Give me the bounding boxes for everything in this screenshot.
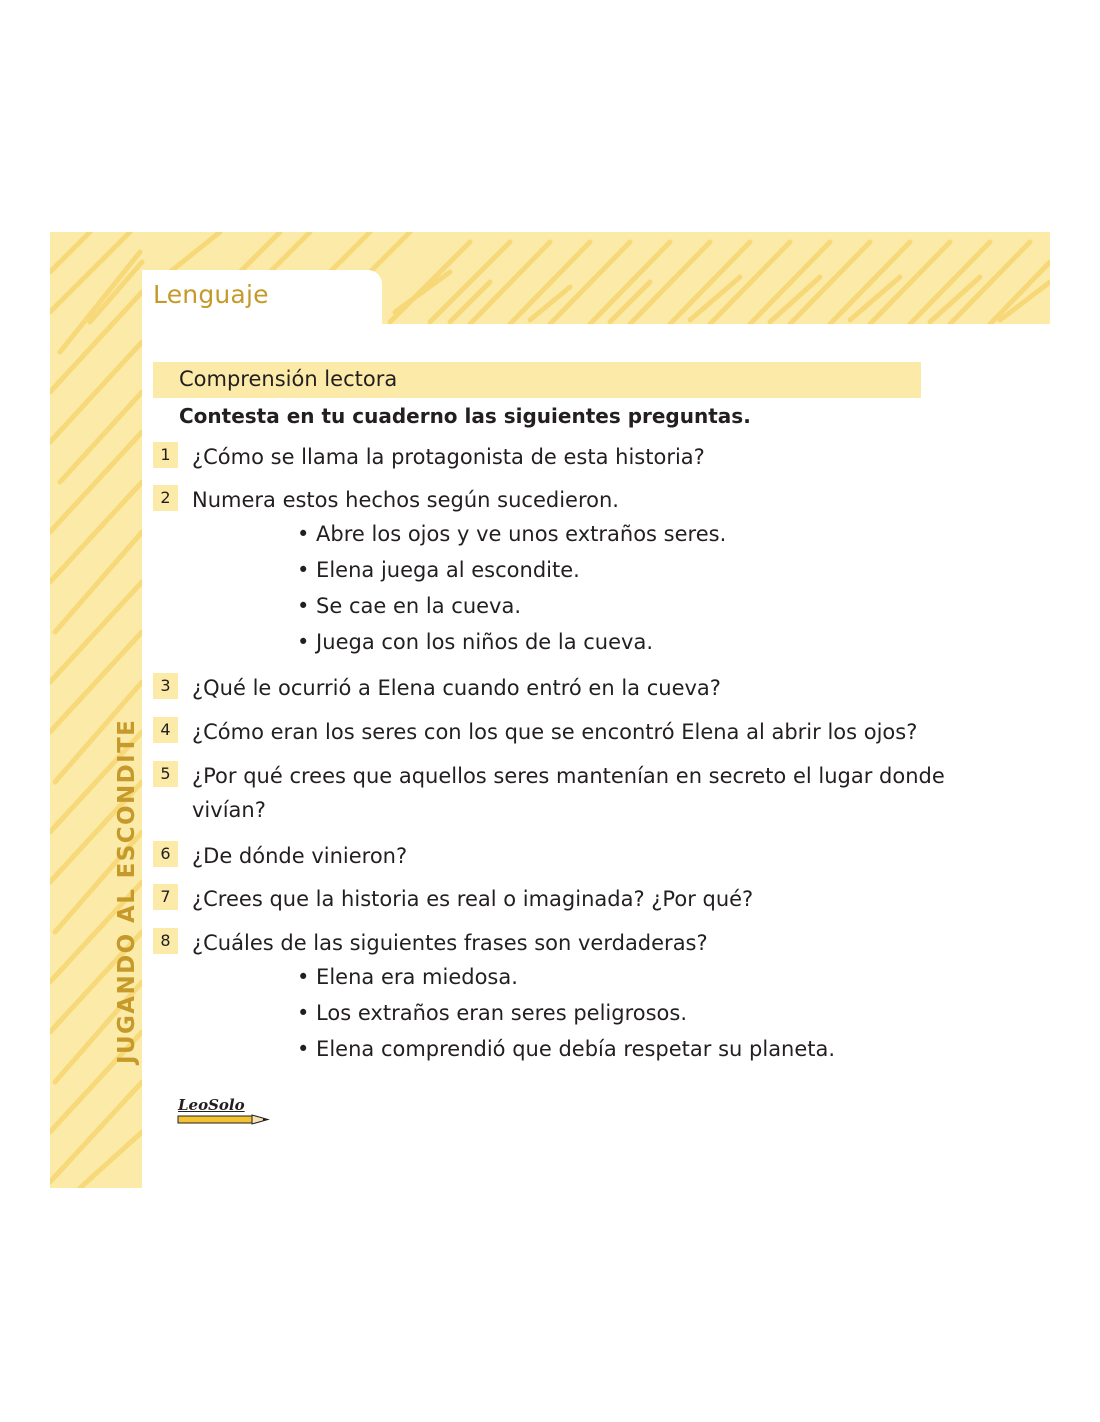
list-item: • Se cae en la cueva. bbox=[297, 594, 522, 618]
pencil-icon bbox=[176, 1096, 276, 1132]
question-text: ¿Qué le ocurrió a Elena cuando entró en la cueva? bbox=[192, 676, 721, 700]
question-number: 3 bbox=[153, 673, 178, 699]
question-number: 7 bbox=[153, 884, 178, 910]
subject-title: Lenguaje bbox=[153, 280, 269, 309]
question-number: 2 bbox=[153, 485, 178, 511]
list-item: • Elena juega al escondite. bbox=[297, 558, 580, 582]
question-text: ¿De dónde vinieron? bbox=[192, 844, 408, 868]
leosolo-logo bbox=[176, 1096, 276, 1132]
list-item: • Juega con los niños de la cueva. bbox=[297, 630, 654, 654]
question-text: ¿Cuáles de las siguientes frases son verdaderas? bbox=[192, 931, 708, 955]
question-number: 5 bbox=[153, 761, 178, 787]
instruction-text: Contesta en tu cuaderno las siguientes preguntas. bbox=[179, 404, 751, 428]
logo-text: LeoSolo bbox=[178, 1096, 245, 1114]
list-item: • Elena era miedosa. bbox=[297, 965, 518, 989]
list-item: • Elena comprendió que debía respetar su planeta. bbox=[297, 1037, 836, 1061]
side-title: JUGANDO AL ESCONDITE bbox=[114, 718, 140, 1064]
question-number: 1 bbox=[153, 442, 178, 468]
question-text-line-2: vivían? bbox=[192, 798, 266, 822]
question-number: 8 bbox=[153, 928, 178, 954]
question-text-line-1: ¿Por qué crees que aquellos seres mantenían en secreto el lugar donde bbox=[192, 764, 945, 788]
question-text: ¿Crees que la historia es real o imaginada? ¿Por qué? bbox=[192, 887, 754, 911]
question-text: ¿Cómo eran los seres con los que se encontró Elena al abrir los ojos? bbox=[192, 720, 918, 744]
question-number: 4 bbox=[153, 717, 178, 743]
list-item: • Los extraños eran seres peligrosos. bbox=[297, 1001, 687, 1025]
question-number: 6 bbox=[153, 841, 178, 867]
section-header bbox=[153, 362, 921, 398]
list-item: • Abre los ojos y ve unos extraños seres. bbox=[297, 522, 727, 546]
question-text: ¿Cómo se llama la protagonista de esta historia? bbox=[192, 445, 705, 469]
question-text: Numera estos hechos según sucedieron. bbox=[192, 488, 619, 512]
section-title: Comprensión lectora bbox=[179, 367, 398, 391]
